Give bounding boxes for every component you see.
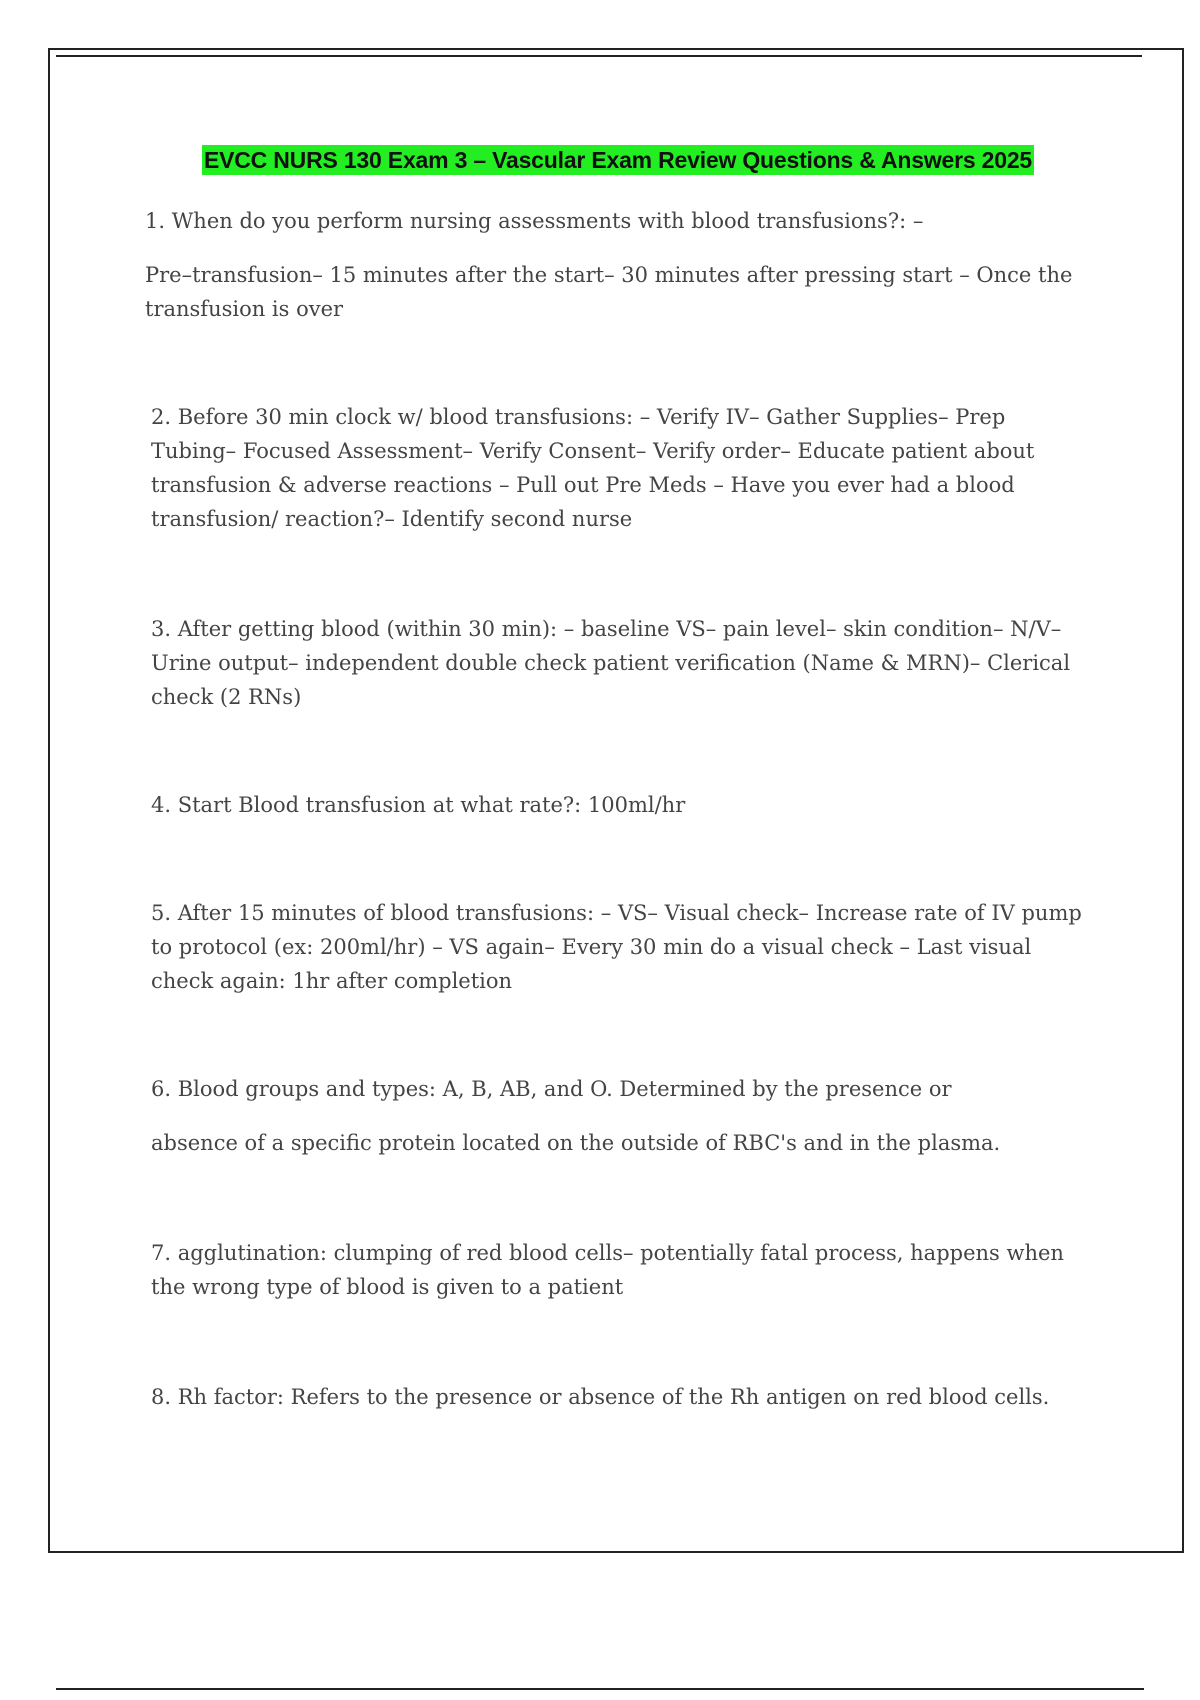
top-rule (56, 55, 1142, 57)
question-6-answer: absence of a specific protein located on the outside of RBC's and in the plasma. (151, 1131, 1001, 1155)
question-2 (145, 400, 1096, 536)
question-3-text: 3. After getting blood (within 30 min): – baseline VS– pain level– skin condition– N/V– Urine output– independent double check patient verification (Name & MRN)– Clerical check (2 RNs) (151, 617, 1071, 709)
title-container (0, 145, 1200, 175)
bottom-rule (56, 1688, 1144, 1690)
question-8 (145, 1380, 1096, 1414)
question-2-text: 2. Before 30 min clock w/ blood transfusions: – Verify IV– Gather Supplies– Prep Tubing– Focused Assessment– Verify Consent– Verify order– Educate patient about transfusion & adverse reactions – Pull out Pre Meds – Have you ever had a blood transfusion/ reaction?– Identify second nurse (151, 405, 1035, 531)
question-4-text: 4. Start Blood transfusion at what rate?: 100ml/hr (151, 793, 686, 817)
question-7 (145, 1236, 1096, 1304)
document-title: EVCC NURS 130 Exam 3 – Vascular Exam Review Questions & Answers 2025 (203, 147, 1032, 173)
question-1-text: 1. When do you perform nursing assessments with blood transfusions?: – (145, 209, 924, 233)
question-3 (145, 612, 1096, 714)
question-6-text: 6. Blood groups and types: A, B, AB, and O. Determined by the presence or (151, 1077, 952, 1101)
question-1 (145, 204, 1090, 326)
question-5-text: 5. After 15 minutes of blood transfusions: – VS– Visual check– Increase rate of IV pump to protocol (ex: 200ml/hr) – VS again– Every 30 min do a visual check – Last visual check again: 1hr after completion (151, 901, 1082, 993)
question-7-text: 7. agglutination: clumping of red blood cells– potentially fatal process, happens when the wrong type of blood is given to a patient (151, 1241, 1064, 1299)
question-6 (145, 1072, 1096, 1160)
question-8-text: 8. Rh factor: Refers to the presence or absence of the Rh antigen on red blood cells. (151, 1385, 1050, 1409)
question-5 (145, 896, 1096, 998)
question-4 (145, 788, 1096, 822)
question-1-answer: Pre–transfusion– 15 minutes after the start– 30 minutes after pressing start – Once the transfusion is over (145, 263, 1073, 321)
